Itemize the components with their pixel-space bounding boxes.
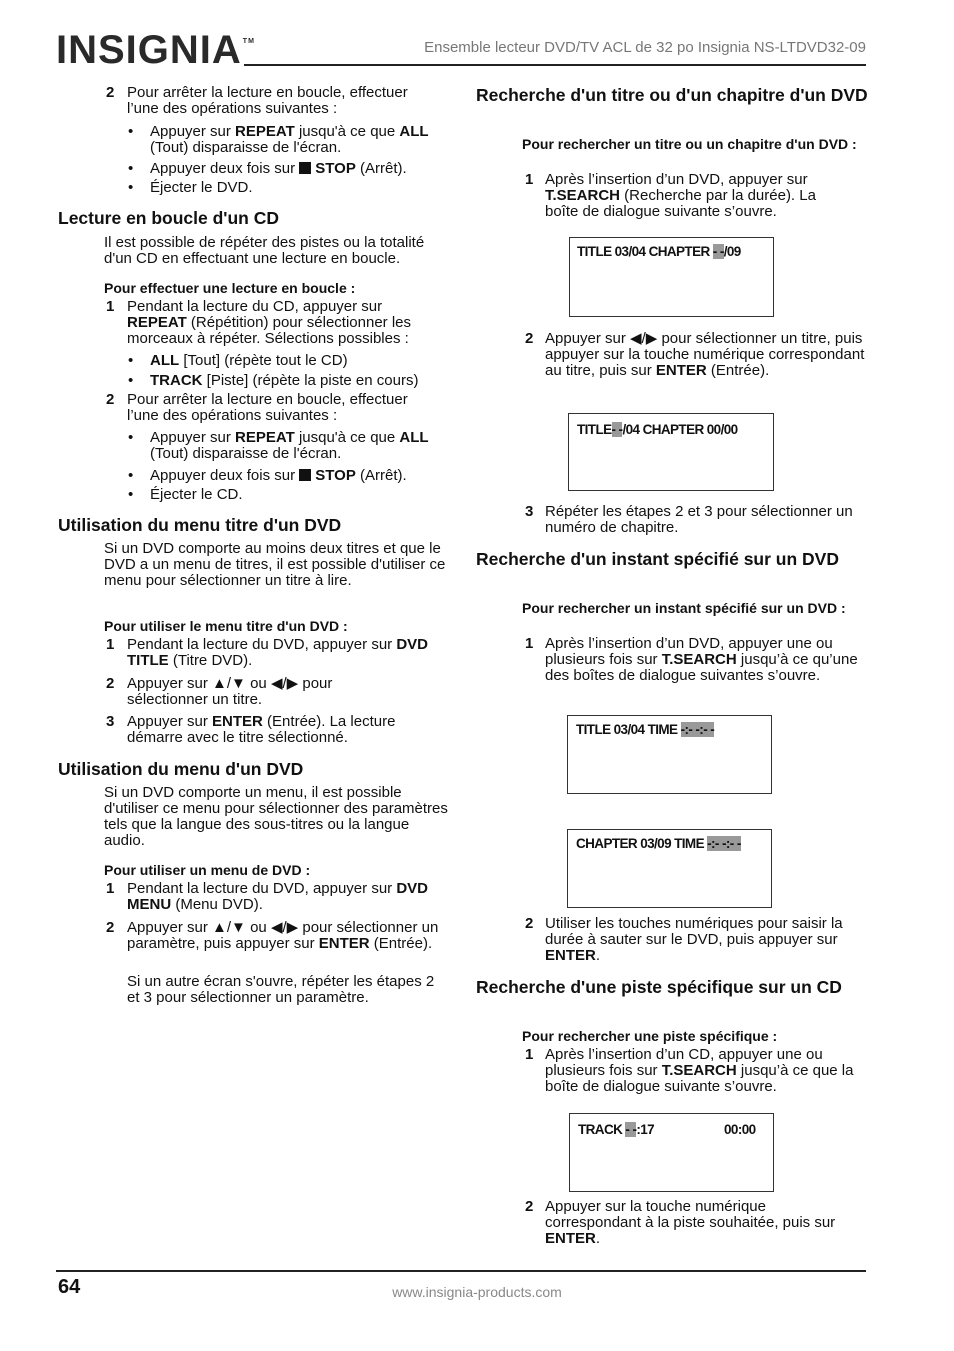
section-heading: Utilisation du menu d'un DVD (58, 759, 304, 779)
footer-rule (56, 1270, 866, 1272)
up-down-arrow-icon: ▲/▼ (212, 919, 246, 936)
subheading: Pour rechercher un titre ou un chapitre d'un DVD : (522, 136, 857, 152)
osd-text: TRACK - -:17 (578, 1122, 655, 1137)
subheading: Pour utiliser le menu titre d'un DVD : (104, 618, 348, 634)
step-text: Appuyer sur ◀/▶ pour sélectionner un titre, puis appuyer sur la touche numérique correspondant au titre, puis sur ENTER (Entrée). (545, 330, 865, 379)
step-text: Pendant la lecture du DVD, appuyer sur DVD MENU (Menu DVD). (127, 880, 428, 913)
step-number: 1 (106, 298, 115, 315)
section-heading: Lecture en boucle d'un CD (58, 208, 279, 228)
left-right-arrow-icon: ◀/▶ (630, 330, 658, 347)
up-down-arrow-icon: ▲/▼ (212, 675, 246, 692)
bullet-item: • TRACK [Piste] (répète la piste en cours) (150, 373, 418, 389)
step-text: Après l’insertion d’un CD, appuyer une ou plusieurs fois sur T.SEARCH jusqu’à ce que la boîte de dialogue suivante s’ouvre. (545, 1046, 854, 1095)
left-right-arrow-icon: ◀/▶ (270, 919, 299, 936)
step-text: Pour arrêter la lecture en boucle, effectuer l’une des opérations suivantes : (127, 84, 408, 117)
paragraph: Si un DVD comporte au moins deux titres et que le DVD a un menu de titres, il est possible d'utiliser ce menu pour sélectionner un titre à lire. (104, 540, 446, 589)
step-number: 2 (525, 915, 534, 932)
osd-time: 00:00 (724, 1122, 756, 1137)
osd-dialog-track (569, 1113, 774, 1192)
step-number: 1 (106, 636, 115, 653)
bullet-item: • Appuyer deux fois sur STOP (Arrêt). (150, 468, 445, 484)
stop-icon (299, 162, 311, 174)
step-number: 3 (525, 503, 534, 520)
subheading: Pour rechercher une piste spécifique : (522, 1028, 778, 1044)
bullet-item: • ALL [Tout] (répète tout le CD) (150, 353, 348, 369)
step-number: 1 (525, 1046, 534, 1063)
footer-url[interactable]: www.insignia-products.com (392, 1284, 562, 1300)
step-number: 2 (106, 919, 115, 936)
step-text: Appuyer sur ENTER (Entrée). La lecture démarre avec le titre sélectionné. (127, 713, 396, 746)
subheading: Pour utiliser un menu de DVD : (104, 862, 311, 878)
step-text: Utiliser les touches numériques pour saisir la durée à sauter sur le DVD, puis appuyer sur ENTER. (545, 915, 843, 964)
subheading: Pour rechercher un instant spécifié sur un DVD : (522, 600, 846, 616)
left-right-arrow-icon: ◀/▶ (270, 675, 299, 692)
step-text: Pendant la lecture du CD, appuyer sur REPEAT (Répétition) pour sélectionner les morceaux à répéter. Sélections possibles : (127, 298, 412, 347)
osd-dialog-title-select (568, 413, 774, 491)
section-heading: Recherche d'un instant spécifié sur un DVD (476, 549, 839, 569)
step-text: Appuyer sur la touche numérique correspondant à la piste souhaitée, puis sur ENTER. (545, 1198, 836, 1247)
bullet-item: • Éjecter le DVD. (150, 180, 253, 196)
step-text: Appuyer sur ▲/▼ ou ◀/▶ pour sélectionner un titre. (127, 675, 333, 708)
stop-icon (299, 469, 311, 481)
step-number: 2 (525, 1198, 534, 1215)
bullet-item: • Appuyer deux fois sur STOP (Arrêt). (150, 161, 445, 177)
paragraph: Si un DVD comporte un menu, il est possible d'utiliser ce menu pour sélectionner des paramètres tels que la langue des sous-titres ou la langue audio. (104, 784, 448, 849)
paragraph: Il est possible de répéter des pistes ou la totalité d'un CD en effectuant une lecture en boucle. (104, 234, 425, 267)
bullet-item: • Appuyer sur REPEAT jusqu'à ce que ALL (Tout) disparaisse de l'écran. (150, 430, 445, 462)
osd-text: TITLE- -/04 CHAPTER 00/00 (577, 422, 738, 437)
step-number: 2 (106, 675, 115, 692)
step-number: 2 (525, 330, 534, 347)
step-text: Après l’insertion d’un DVD, appuyer une ou plusieurs fois sur T.SEARCH jusqu’à ce qu’une des boîtes de dialogue suivantes s’ouvre. (545, 635, 858, 684)
osd-text: TITLE 03/04 CHAPTER - -/09 (577, 244, 741, 259)
step-text: Répéter les étapes 2 et 3 pour sélectionner un numéro de chapitre. (545, 503, 853, 536)
header-rule (244, 64, 866, 66)
step-number: 3 (106, 713, 115, 730)
bullet-item: • Appuyer sur REPEAT jusqu'à ce que ALL (Tout) disparaisse de l'écran. (150, 124, 445, 156)
osd-text: TITLE 03/04 TIME -:- -:- - (576, 722, 715, 737)
step-text: Pour arrêter la lecture en boucle, effectuer l’une des opérations suivantes : (127, 391, 408, 424)
osd-dialog-title-time (567, 715, 772, 794)
section-heading: Utilisation du menu titre d'un DVD (58, 515, 342, 535)
step-note: Si un autre écran s'ouvre, répéter les étapes 2 et 3 pour sélectionner un paramètre. (127, 973, 435, 1006)
section-heading: Recherche d'une piste spécifique sur un CD (476, 977, 842, 997)
step-number: 1 (525, 171, 534, 188)
page-number: 64 (58, 1276, 81, 1298)
subheading: Pour effectuer une lecture en boucle : (104, 280, 356, 296)
section-heading: Recherche d'un titre ou d'un chapitre d'un DVD (476, 85, 868, 105)
insignia-logo: INSIGNIA™ (56, 28, 255, 72)
step-text: Après l’insertion d’un DVD, appuyer sur T.SEARCH (Recherche par la durée). La boîte de dialogue suivante s’ouvre. (545, 171, 816, 220)
bullet-item: • Éjecter le CD. (150, 487, 243, 503)
step-number: 1 (525, 635, 534, 652)
step-number: 1 (106, 880, 115, 897)
osd-text: CHAPTER 03/09 TIME -:- -:- - (576, 836, 741, 851)
osd-dialog-title-chapter (569, 237, 774, 317)
document-title: Ensemble lecteur DVD/TV ACL de 32 po Insignia NS-LTDVD32-09 (424, 39, 866, 56)
step-text: Appuyer sur ▲/▼ ou ◀/▶ pour sélectionner un paramètre, puis appuyer sur ENTER (Entrée). (127, 919, 439, 952)
step-text: Pendant la lecture du DVD, appuyer sur DVD TITLE (Titre DVD). (127, 636, 428, 669)
osd-dialog-chapter-time (567, 829, 772, 908)
step-number: 2 (106, 84, 115, 101)
step-number: 2 (106, 391, 115, 408)
